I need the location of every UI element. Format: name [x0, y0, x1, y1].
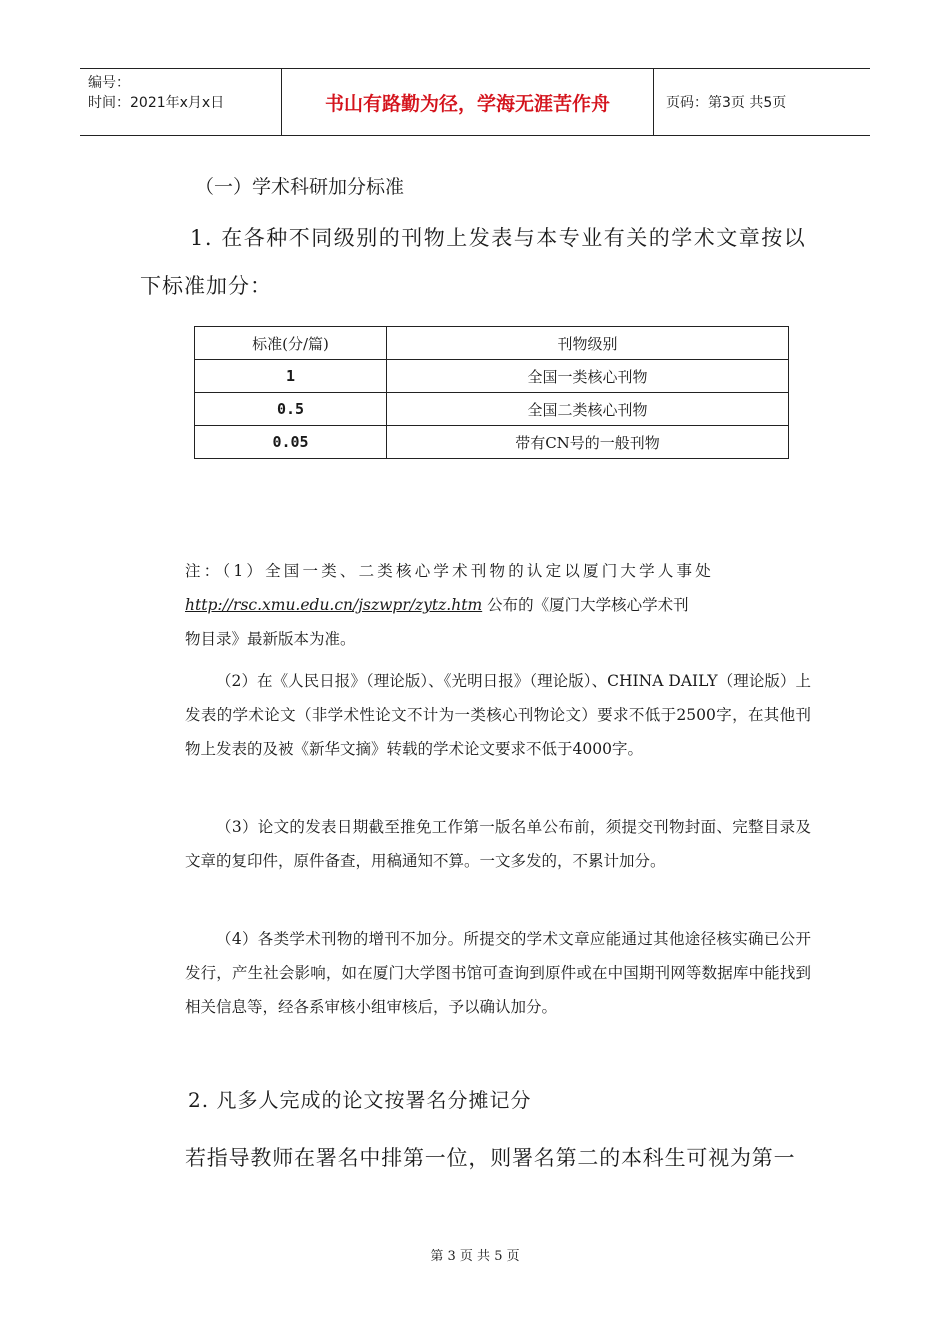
note-1	[185, 554, 811, 656]
table-cell-score: 0.05	[195, 426, 387, 459]
table-row	[195, 393, 789, 426]
header-motto: 书山有路勤为径，学海无涯苦作舟	[282, 69, 654, 135]
table-header-row	[195, 327, 789, 360]
note-1-line2-text: 公布的《厦门大学核心学术刊	[482, 596, 689, 614]
note-3: （3）论文的发表日期截至推免工作第一版名单公布前，须提交刊物封面、完整目录及文章的复印件，原件备查，用稿通知不算。一文多发的，不累计加分。	[185, 818, 811, 870]
section-title: （一）学术科研加分标准	[195, 176, 405, 198]
table-cell-level: 全国二类核心刊物	[387, 393, 789, 426]
rsc-link[interactable]: http://rsc.xmu.edu.cn/jszwpr/zytz.htm	[185, 596, 483, 614]
table-cell-level: 全国一类核心刊物	[387, 360, 789, 393]
note-1-line3: 物目录》最新版本为准。	[185, 630, 356, 648]
header-page-info: 页码：第3页 共5页	[666, 95, 787, 111]
item3: 若指导教师在署名中排第一位，则署名第二的本科生可视为第一	[185, 1146, 796, 1170]
table-cell-score: 0.5	[195, 393, 387, 426]
item1-line2: 下标准加分：	[140, 274, 272, 298]
note-2: （2）在《人民日报》（理论版）、《光明日报》（理论版）、CHINA DAILY（理论版）上发表的学术论文（非学术性论文不计为一类核心刊物论文）要求不低于2500字，在其他刊物上发表的及被《新华文摘》转载的学术论文要求不低于4000字。	[185, 672, 811, 758]
table-header-score: 标准(分/篇)	[195, 327, 387, 360]
header-left-cell	[80, 69, 282, 135]
table-cell-score: 1	[195, 360, 387, 393]
document-number-label: 编号：	[88, 75, 130, 91]
page-footer: 第 3 页 共 5 页	[430, 1249, 520, 1264]
table-row	[195, 360, 789, 393]
page-header	[80, 68, 870, 136]
note-4: （4）各类学术刊物的增刊不加分。所提交的学术文章应能通过其他途径核实确已公开发行，产生社会影响，如在厦门大学图书馆可查询到原件或在中国期刊网等数据库中能找到相关信息等，经各系审核小组审核后，予以确认加分。	[185, 930, 811, 1016]
note-1-line2	[185, 588, 811, 622]
score-standard-table	[194, 326, 789, 459]
note-1-line1: 注：（1）全国一类、二类核心学术刊物的认定以厦门大学人事处	[185, 562, 714, 580]
table-header-level: 刊物级别	[387, 327, 789, 360]
table-cell-level: 带有CN号的一般刊物	[387, 426, 789, 459]
document-date-label: 时间：2021年x月x日	[88, 95, 225, 111]
item2: 2. 凡多人完成的论文按署名分摊记分	[188, 1088, 532, 1112]
item1-line1: 1. 在各种不同级别的刊物上发表与本专业有关的学术文章按以	[190, 226, 807, 250]
table-row	[195, 426, 789, 459]
